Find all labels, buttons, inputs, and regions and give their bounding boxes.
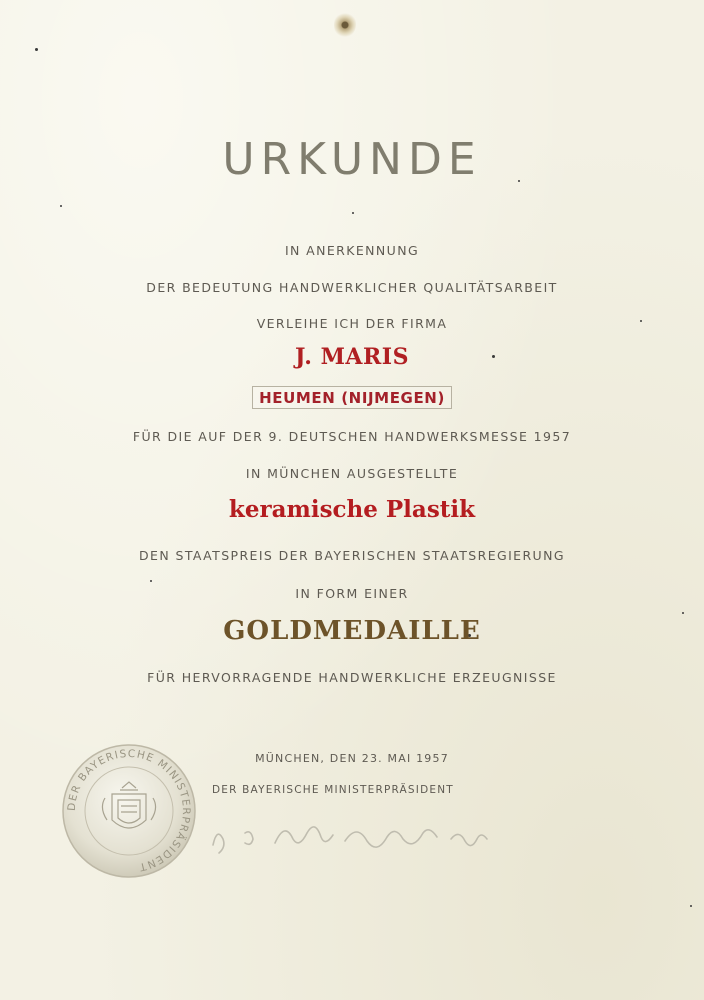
- paper-speck: [35, 48, 38, 51]
- firm-location-stamp: HEUMEN (NIJMEGEN): [252, 386, 452, 409]
- text-anerkennung: IN ANERKENNUNG: [284, 243, 420, 258]
- signatory-title: DER BAYERISCHE MINISTERPRÄSIDENT: [212, 784, 454, 796]
- paper-speck: [690, 905, 692, 907]
- medal-title: GOLDMEDAILLE: [223, 616, 481, 646]
- firm-location-wrap: [0, 386, 704, 409]
- text-erzeugnisse: FÜR HERVORRAGENDE HANDWERKLICHE ERZEUGNISSE: [147, 670, 557, 685]
- awarded-work: keramische Plastik: [228, 496, 476, 523]
- date-place: MÜNCHEN, DEN 23. MAI 1957: [255, 752, 449, 765]
- text-staatspreis: DEN STAATSPREIS DER BAYERISCHEN STAATSREGIERUNG: [139, 548, 565, 563]
- text-messe: FÜR DIE AUF DER 9. DEUTSCHEN HANDWERKSMESSE 1957: [132, 429, 572, 444]
- handwritten-signature: [205, 805, 505, 865]
- paper-speck: [60, 205, 62, 207]
- text-verleihe: VERLEIHE ICH DER FIRMA: [256, 316, 448, 331]
- paper-speck: [682, 612, 684, 614]
- seal-text: DER BAYERISCHE MINISTERPRÄSIDENT: [65, 747, 193, 874]
- paper-speck: [352, 212, 354, 214]
- certificate-title: URKUNDE: [222, 134, 482, 185]
- text-bedeutung: DER BEDEUTUNG HANDWERKLICHER QUALITÄTSARBEIT: [146, 280, 558, 295]
- paper-speck: [150, 580, 152, 582]
- firm-name: J. MARIS: [295, 344, 409, 370]
- paper-tear-mark: [334, 12, 356, 38]
- text-form: IN FORM EINER: [295, 586, 409, 601]
- text-ausgestellt: IN MÜNCHEN AUSGESTELLTE: [245, 466, 459, 481]
- embossed-seal: [60, 742, 198, 880]
